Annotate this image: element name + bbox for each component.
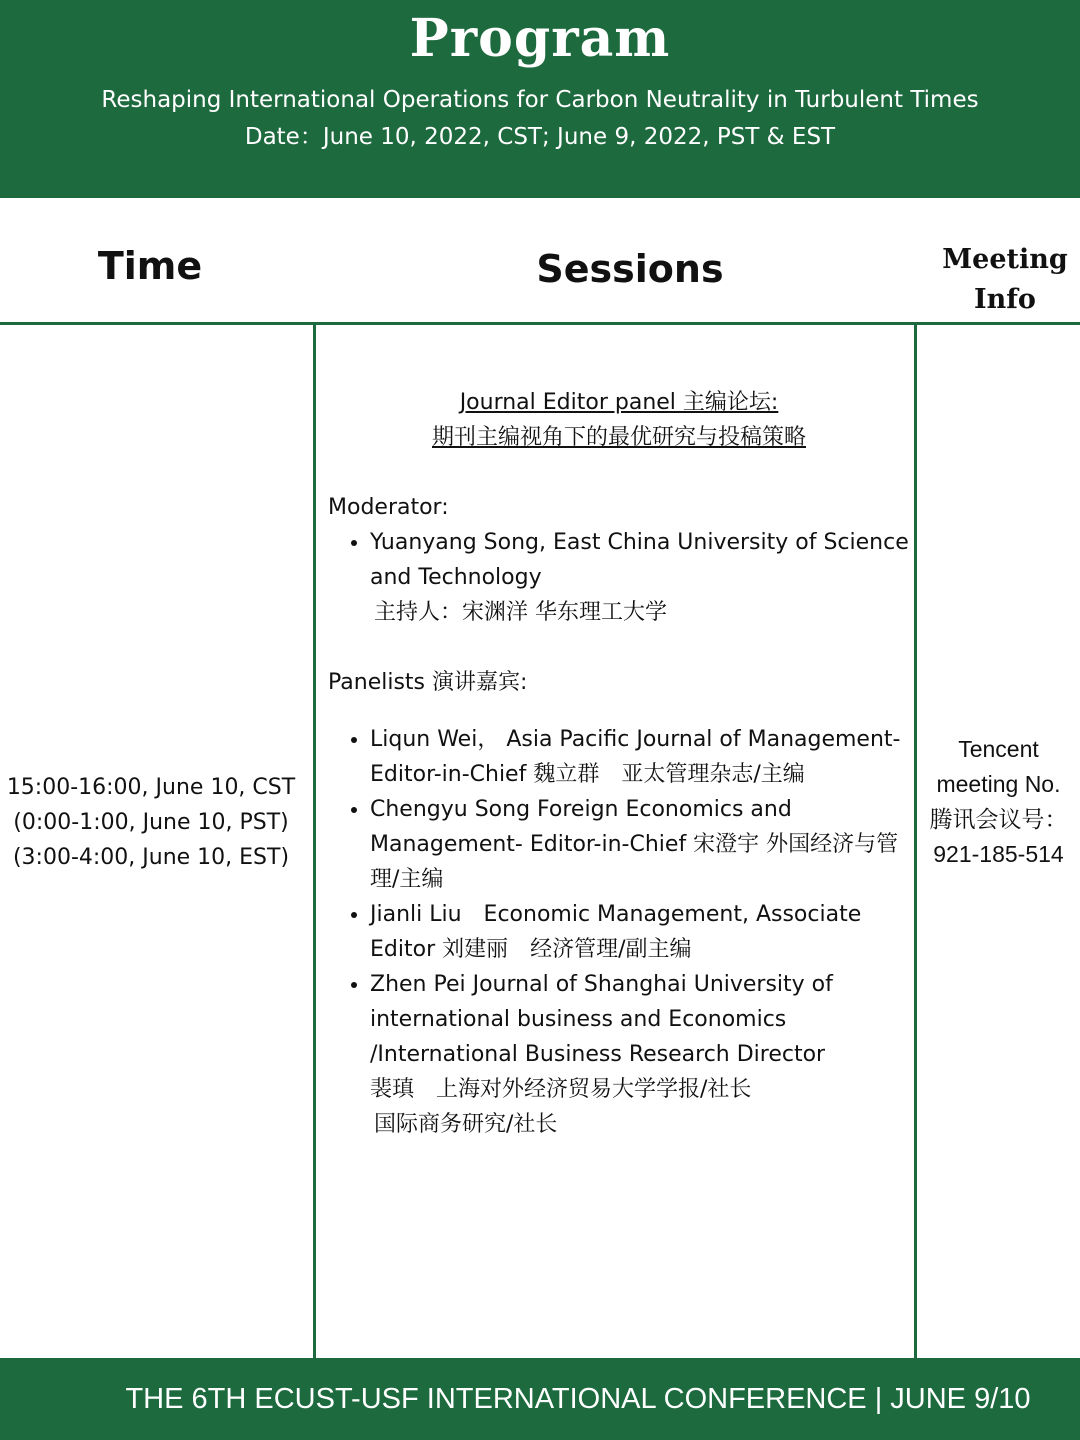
meeting-platform: Tencent [958,736,1039,762]
conference-subtitle: Reshaping International Operations for Carbon Neutrality in Turbulent Times [101,87,979,113]
moderator-cn: 主持人：宋渊洋 华东理工大学 [374,600,667,625]
panelist-item: • Liqun Wei， Asia Pacific Journal of Management- Editor-in-Chief 魏立群 亚太管理杂志/主编 [370,722,910,792]
time-cst: 15:00-16:00, June 10, CST [6,775,296,800]
moderator-list [328,525,910,630]
page-title: Program [409,8,671,69]
footer-banner [0,1358,1080,1440]
table-header-divider [0,322,1080,325]
moderator-item [370,525,910,630]
panelist-item: • Jianli Liu Economic Management, Associate Editor 刘建丽 经济管理/副主编 [370,897,910,967]
spacer [328,455,910,490]
column-header-sessions: Sessions [536,247,724,291]
meeting-info-cell [917,732,1080,872]
moderator-label: Moderator: [328,495,449,520]
meeting-number-label-cn: 腾讯会议号： [929,806,1068,832]
panel-title-line2: 期刊主编视角下的最优研究与投稿策略 [431,425,806,450]
meeting-header-line1: Meeting [942,244,1068,275]
panelist-item [370,967,910,1142]
column-header-time: Time [97,244,203,288]
time-est: (3:00-4:00, June 10, EST) [12,845,290,870]
column-header-meeting-info [930,240,1080,320]
panelist-4-name: • Zhen Pei Journal of Shanghai University of international business and Economics /International Business Research Director [370,972,833,1067]
column-divider-left [313,325,316,1358]
time-cell [0,770,302,875]
panelist-4-cn-line2: 国际商务研究/社长 [374,1112,558,1137]
conference-date: Date：June 10, 2022, CST; June 9, 2022, PST & EST [244,124,836,150]
meeting-header-line2: Info [974,284,1036,315]
panelist-item: • Chengyu Song Foreign Economics and Management- Editor-in-Chief 宋澄宇 外国经济与管理/主编 [370,792,910,897]
panelists-list [328,722,910,1142]
panelist-4-cn-line1: 裴瑱 上海对外经济贸易大学学报/社长 [370,1077,752,1102]
footer-text: THE 6TH ECUST-USF INTERNATIONAL CONFERENCE | JUNE 9/10 [125,1383,1031,1415]
meeting-number-label: meeting No. [936,771,1061,797]
session-cell [328,385,910,1142]
program-header [0,0,1080,198]
moderator-name: • Yuanyang Song, East China University of Science and Technology [370,530,909,590]
meeting-number: 921-185-514 [933,841,1064,867]
spacer [328,630,910,665]
time-pst: (0:00-1:00, June 10, PST) [13,810,289,835]
panel-title-line1: Journal Editor panel 主编论坛: [459,390,779,415]
spacer [328,700,910,722]
panelists-label: Panelists 演讲嘉宾: [328,670,528,695]
